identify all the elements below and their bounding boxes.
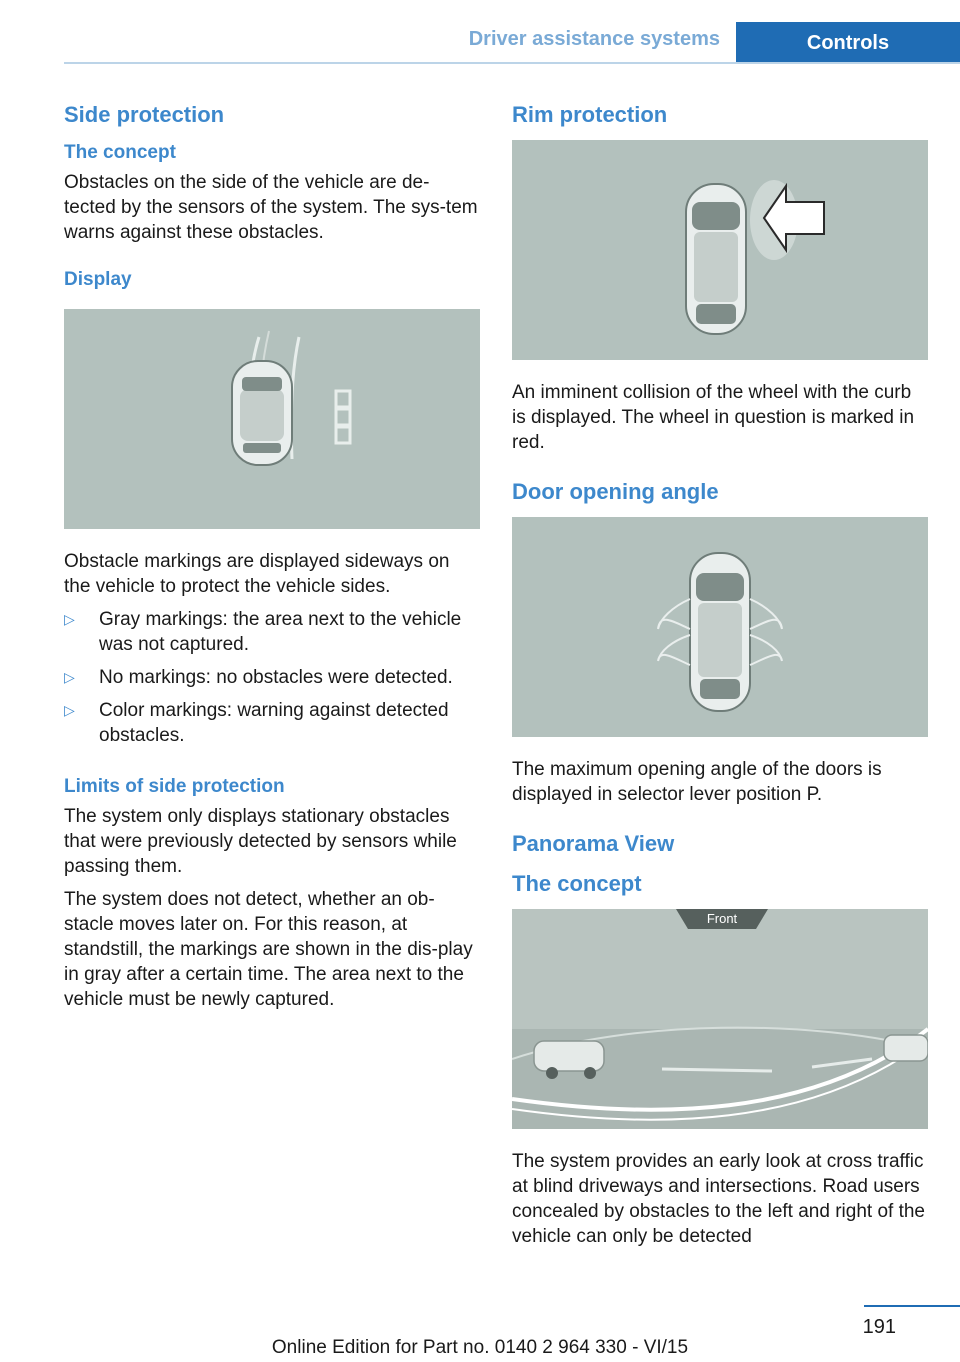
car-topview-icon — [64, 309, 480, 529]
edition-footer: Online Edition for Part no. 0140 2 964 330 - VI/15 — [271, 1337, 689, 1358]
left-column — [64, 100, 480, 1020]
display-heading: Display — [64, 269, 132, 290]
panorama-paragraph: The system provides an early look at cross traffic at blind driveways and intersections. Road users concealed by obstacles to the left and right of the vehicle can only be detected — [512, 1151, 925, 1247]
list-item: ▷ Gray markings: the area next to the vehicle was not captured. — [64, 607, 480, 657]
door-angle-heading: Door opening angle — [512, 479, 719, 504]
panorama-road-icon — [512, 909, 928, 1129]
panorama-front-label: Front — [706, 911, 738, 926]
right-column — [512, 100, 928, 1257]
display-paragraph: Obstacle markings are displayed sideways on the vehicle to protect the vehicle sides. — [64, 551, 450, 597]
car-doors-icon — [512, 517, 928, 737]
page-number: 191 — [862, 1316, 896, 1338]
car-arrow-icon — [512, 140, 928, 360]
rim-protection-heading: Rim protection — [512, 102, 668, 127]
side-protection-display-image — [64, 309, 480, 529]
rim-protection-image — [512, 140, 928, 360]
rim-paragraph: An imminent collision of the wheel with the curb is displayed. The wheel in question is marked in red. — [512, 382, 915, 453]
concept-paragraph: Obstacles on the side of the vehicle are de-tected by the sensors of the system. The sys-tem warns against these obstacles. — [64, 172, 478, 243]
footer-rule — [864, 1305, 960, 1307]
limits-paragraph-2: The system does not detect, whether an ob-stacle moves later on. For this reason, at standstill, the markings are shown in the dis-play in gray after a certain time. The area next to the vehicle must be newly captured. — [64, 889, 473, 1010]
panorama-heading: Panorama View — [512, 831, 675, 856]
header-tab-controls: Controls — [736, 22, 960, 64]
door-angle-image — [512, 517, 928, 737]
limits-paragraph-1: The system only displays stationary obstacles that were previously detected by sensors while passing them. — [64, 806, 457, 877]
marking-list — [64, 607, 480, 748]
header-rule — [64, 62, 960, 64]
concept-heading: The concept — [64, 142, 176, 163]
panorama-view-image — [512, 909, 928, 1129]
list-item: ▷ No markings: no obstacles were detected. — [64, 665, 480, 690]
panorama-concept-heading: The concept — [512, 871, 642, 896]
side-protection-heading: Side protection — [64, 102, 225, 127]
door-paragraph: The maximum opening angle of the doors is displayed in selector lever position P. — [512, 759, 882, 805]
limits-heading: Limits of side protection — [64, 776, 285, 797]
list-item: ▷ Color markings: warning against detected obstacles. — [64, 698, 480, 748]
header-section-title: Driver assistance systems — [468, 28, 720, 50]
